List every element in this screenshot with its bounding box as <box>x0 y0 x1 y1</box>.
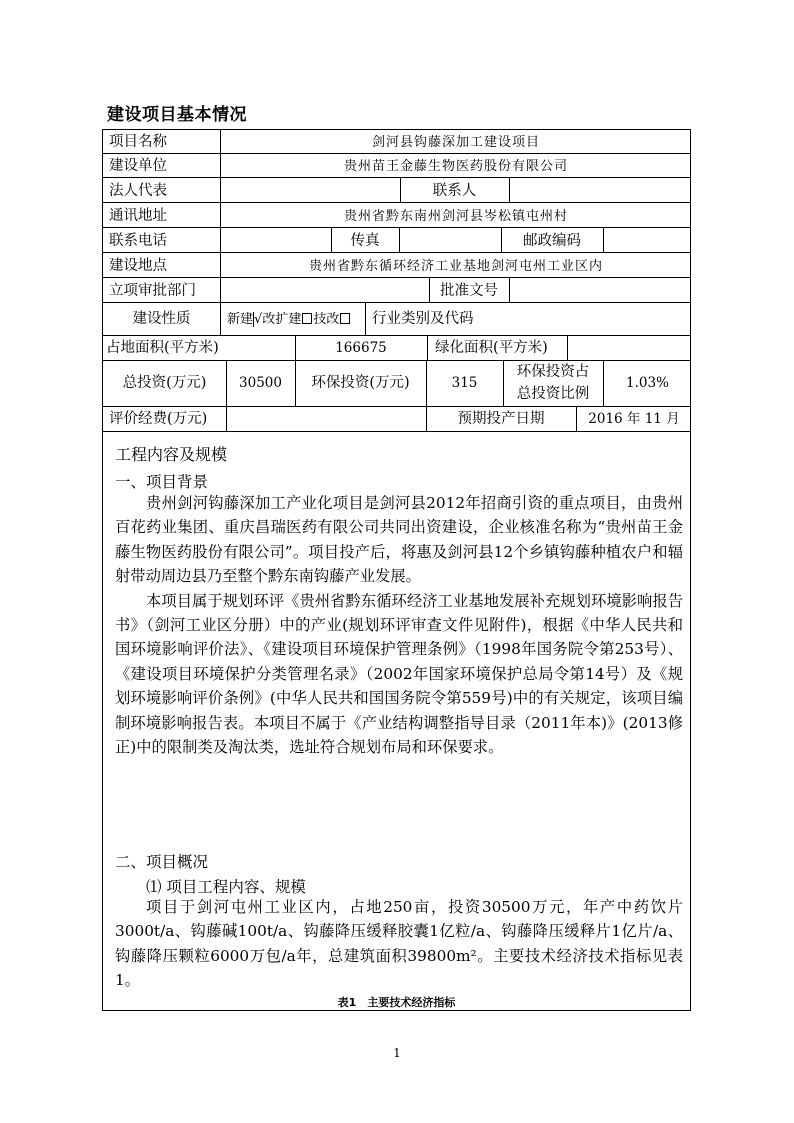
paragraph-2: 本项目属于规划环评《贵州省黔东循环经济工业基地发展补充规划环境影响报告书》（剑河工业区分册）中的产业(规划环评审查文件见附件)，根据《中华人民共和国环境影响评价法》、《建设项目环境保护管理条例》（1998年国务院令第253号）、《建设项目环境保护分类管理名录》（2002年国家环境保护总局令第14号）及《规划环境影响评价条例》(中华人民共和国国务院令第559号)中的有关规定，该项目编制环境影响报告表。本项目不属于《产业结构调整指导目录（2011年本)》(2013修正)中的限制类及淘汰类，选址符合规划布局和环保要求。 <box>115 591 683 757</box>
table-caption: 表1 主要技术经济指标 <box>337 996 456 1009</box>
postcode-label: 邮政编码 <box>523 233 581 249</box>
invest-label: 总投资(万元) <box>122 375 207 391</box>
fax-label: 传真 <box>350 233 380 249</box>
industry-label: 行业类别及代码 <box>372 311 474 327</box>
date-value: 2016 年 11 月 <box>588 411 680 427</box>
basic-info-form <box>102 129 691 1011</box>
ratio-label-2: 总投资比例 <box>516 386 590 402</box>
page-number: 1 <box>393 1046 401 1060</box>
fee-label: 评价经费(万元) <box>109 411 208 427</box>
date-label: 预期投产日期 <box>457 411 545 427</box>
phone-label: 联系电话 <box>109 233 167 249</box>
heading-background: 一、项目背景 <box>115 473 209 491</box>
page-title: 建设项目基本情况 <box>107 105 247 125</box>
project-name-value: 剑河县钩藤深加工建设项目 <box>371 135 540 150</box>
contact-label: 联系人 <box>432 183 477 199</box>
project-name-label: 项目名称 <box>109 134 167 150</box>
legal-label: 法人代表 <box>109 183 167 199</box>
nature-label: 建设性质 <box>132 311 191 327</box>
heading-scale: ⑴ 项目工程内容、规模 <box>146 878 306 896</box>
site-value: 贵州省黔东循环经济工业基地剑河屯州工业区内 <box>308 259 603 274</box>
section-title: 工程内容及规模 <box>115 445 228 464</box>
env-invest-value: 315 <box>451 375 478 391</box>
paragraph-1: 贵州剑河钩藤深加工产业化项目是剑河县2012年招商引资的重点项目，由贵州百花药业集团、重庆昌瑞医药有限公司共同出资建设，企业核准名称为“贵州苗王金藤生物医药股份有限公司”。项目投产后，将惠及剑河县12个乡镇钩藤种植农户和辐射带动周边县乃至整个黔东南钩藤产业发展。 <box>115 494 683 586</box>
nature-check: √ <box>254 312 263 327</box>
area-label: 占地面积(平方米) <box>106 340 219 356</box>
approval-dept-label: 立项审批部门 <box>109 283 196 299</box>
heading-overview: 二、项目概况 <box>115 853 209 871</box>
green-label: 绿化面积(平方米) <box>435 340 548 356</box>
address-label: 通讯地址 <box>109 208 167 224</box>
unit-value: 贵州苗王金藤生物医药股份有限公司 <box>343 159 568 174</box>
nature-expand: 改扩建 <box>262 312 302 327</box>
ratio-value: 1.03% <box>626 375 669 391</box>
nature-new: 新建 <box>227 312 254 327</box>
paragraph-scale-block <box>115 895 683 993</box>
area-value: 166675 <box>335 340 387 356</box>
approval-no-label: 批准文号 <box>440 283 498 299</box>
paragraph-3: 项目于剑河屯州工业区内，占地250亩，投资30500万元，年产中药饮片3000t/a、钩藤碱100t/a、钩藤降压缓释胶囊1亿粒/a、钩藤降压缓释片1亿片/a、钩藤降压颗粒6000万包/a年，总建筑面积39800m²。主要技术经济技术指标见表1。 <box>115 898 683 990</box>
nature-tech-checkbox <box>340 313 350 324</box>
ratio-label-1: 环保投资占 <box>516 364 590 380</box>
paragraph-background <box>115 491 683 759</box>
address-value: 贵州省黔东南州剑河县岑松镇屯州村 <box>343 209 568 224</box>
nature-options <box>227 313 351 326</box>
nature-tech: 技改 <box>313 312 340 327</box>
unit-label: 建设单位 <box>109 158 167 174</box>
env-invest-label: 环保投资(万元) <box>311 375 410 391</box>
invest-value: 30500 <box>239 375 282 391</box>
site-label: 建设地点 <box>109 258 167 274</box>
nature-expand-checkbox <box>302 313 312 324</box>
